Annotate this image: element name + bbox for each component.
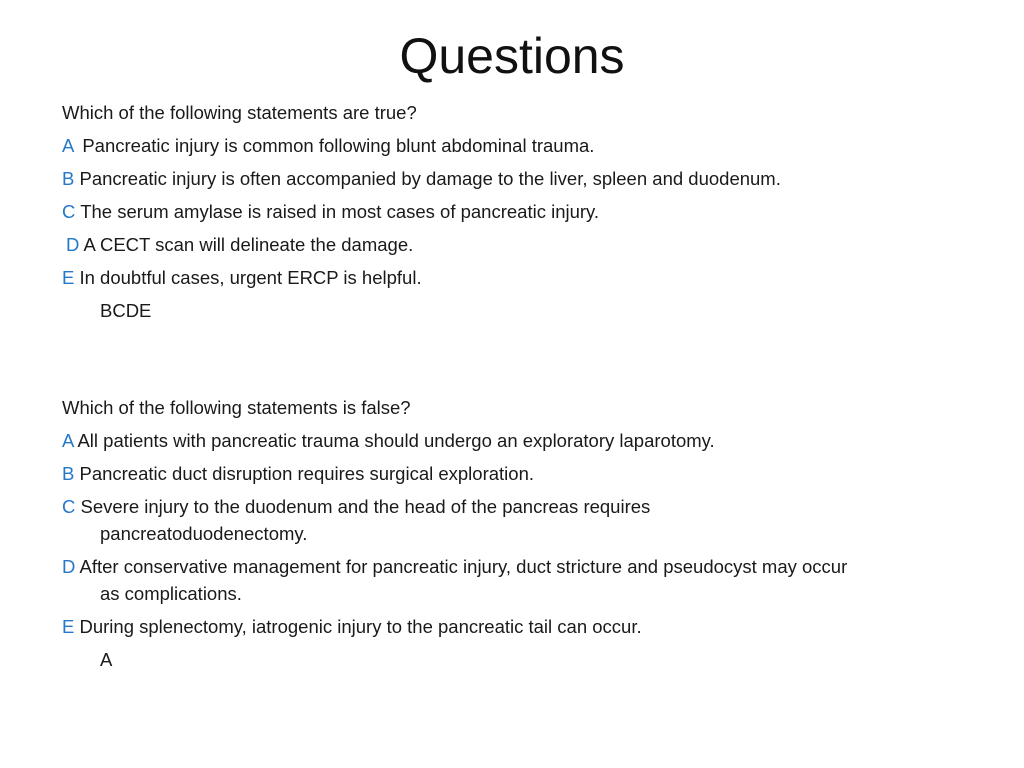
question-2-option-a (62, 430, 715, 452)
question-2-option-c (62, 496, 650, 518)
option-letter: E (62, 267, 75, 288)
question-2-option-c-continued: pancreatoduodenectomy. (100, 523, 308, 544)
option-text: Severe injury to the duodenum and the head of the pancreas requires (80, 496, 651, 517)
option-letter: B (62, 463, 75, 484)
option-text: After conservative management for pancreatic injury, duct stricture and pseudocyst may occur (79, 556, 848, 577)
question-2-option-e (62, 616, 642, 638)
option-text: Pancreatic duct disruption requires surgical exploration. (79, 463, 534, 484)
question-1-option-e (62, 267, 422, 289)
option-text: Pancreatic injury is common following blunt abdominal trauma. (82, 135, 595, 156)
option-text: All patients with pancreatic trauma should undergo an exploratory laparotomy. (77, 430, 715, 451)
question-2-option-d (62, 556, 847, 578)
option-letter: D (62, 556, 76, 577)
option-letter: C (62, 496, 76, 517)
option-letter: B (62, 168, 75, 189)
question-1-option-a (62, 135, 594, 157)
option-letter: A (62, 430, 74, 451)
question-2-option-b (62, 463, 534, 485)
option-letter: D (66, 234, 80, 255)
option-text: In doubtful cases, urgent ERCP is helpful. (79, 267, 422, 288)
option-letter: C (62, 201, 76, 222)
option-text: The serum amylase is raised in most cases of pancreatic injury. (80, 201, 600, 222)
question-2-stem: Which of the following statements is false? (62, 397, 411, 418)
question-2-option-d-continued: as complications. (100, 583, 242, 604)
question-1-answer: BCDE (100, 300, 152, 321)
question-2-answer: A (100, 649, 113, 670)
question-1-option-c (62, 201, 599, 223)
question-1-option-b (62, 168, 781, 190)
option-letter: E (62, 616, 75, 637)
question-1-option-d (62, 234, 413, 256)
slide-title: Questions (399, 28, 625, 84)
option-text: A CECT scan will delineate the damage. (83, 234, 414, 255)
option-text: Pancreatic injury is often accompanied by damage to the liver, spleen and duodenum. (79, 168, 781, 189)
question-1-stem: Which of the following statements are true? (62, 102, 417, 123)
option-letter: A (62, 135, 75, 156)
option-text: During splenectomy, iatrogenic injury to the pancreatic tail can occur. (79, 616, 642, 637)
